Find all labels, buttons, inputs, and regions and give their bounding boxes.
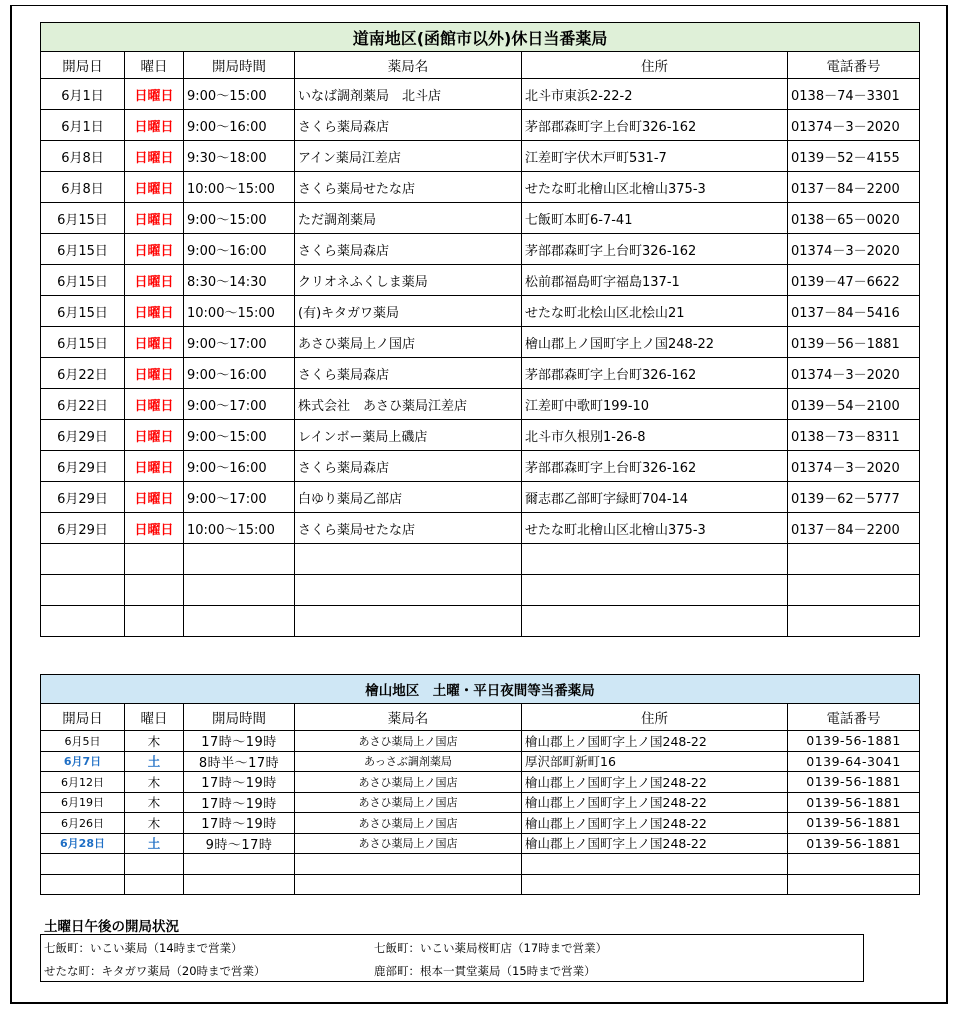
cell-pharmacy: さくら薬局森店 (295, 451, 522, 482)
empty-cell (41, 575, 125, 606)
cell-pharmacy: さくら薬局せたな店 (295, 172, 522, 203)
cell-address: 檜山郡上ノ国町字上ノ国248-22 (522, 772, 788, 793)
cell-address: 爾志郡乙部町字緑町704-14 (522, 482, 788, 513)
empty-cell (788, 606, 920, 637)
empty-cell (184, 575, 295, 606)
cell-day: 日曜日 (125, 327, 184, 358)
cell-time: 17時～19時 (184, 731, 295, 752)
empty-cell (295, 854, 522, 875)
cell-day: 木 (125, 792, 184, 813)
cell-day: 日曜日 (125, 482, 184, 513)
empty-cell (125, 854, 184, 875)
cell-date: 6月19日 (41, 792, 125, 813)
holiday-table-header (41, 52, 920, 79)
cell-date: 6月29日 (41, 420, 125, 451)
table-row (41, 234, 920, 265)
cell-phone: 0137－84－5416 (788, 296, 920, 327)
cell-pharmacy: あさひ薬局上ノ国店 (295, 813, 522, 834)
table-row (41, 792, 920, 813)
header-address: 住所 (522, 704, 788, 731)
cell-day: 日曜日 (125, 172, 184, 203)
empty-cell (788, 854, 920, 875)
cell-phone: 0139-56-1881 (788, 772, 920, 793)
saturday-item: 七飯町：いこい薬局桜町店（17時まで営業） (374, 941, 608, 955)
empty-cell (788, 874, 920, 895)
cell-date: 6月15日 (41, 265, 125, 296)
cell-address: 北斗市久根別1-26-8 (522, 420, 788, 451)
empty-row (41, 606, 920, 637)
cell-date: 6月7日 (41, 751, 125, 772)
cell-date: 6月8日 (41, 141, 125, 172)
saturday-afternoon-box (40, 934, 864, 982)
saturday-item: せたな町：キタガワ薬局（20時まで営業） (44, 964, 266, 978)
cell-address: せたな町北檜山区北檜山375-3 (522, 172, 788, 203)
cell-pharmacy: アイン薬局江差店 (295, 141, 522, 172)
cell-time: 17時～19時 (184, 792, 295, 813)
cell-time: 9:00～15:00 (184, 79, 295, 110)
cell-time: 9:00～17:00 (184, 389, 295, 420)
table-row (41, 751, 920, 772)
cell-pharmacy: あさひ薬局上ノ国店 (295, 731, 522, 752)
cell-pharmacy: さくら薬局せたな店 (295, 513, 522, 544)
cell-day: 日曜日 (125, 79, 184, 110)
cell-phone: 0137－84－2200 (788, 172, 920, 203)
cell-phone: 01374－3－2020 (788, 358, 920, 389)
cell-day: 日曜日 (125, 513, 184, 544)
cell-pharmacy: あっさぶ調剤薬局 (295, 751, 522, 772)
empty-cell (522, 874, 788, 895)
cell-date: 6月26日 (41, 813, 125, 834)
cell-phone: 01374－3－2020 (788, 234, 920, 265)
empty-cell (41, 544, 125, 575)
saturday-afternoon-title: 土曜日午後の開局状況 (44, 919, 179, 935)
cell-time: 8:30～14:30 (184, 265, 295, 296)
cell-pharmacy: 株式会社 あさひ薬局江差店 (295, 389, 522, 420)
cell-phone: 0139－62－5777 (788, 482, 920, 513)
cell-address: 茅部郡森町字上台町326-162 (522, 110, 788, 141)
cell-pharmacy: さくら薬局森店 (295, 234, 522, 265)
cell-time: 10:00～15:00 (184, 172, 295, 203)
saturday-item: 七飯町：いこい薬局（14時まで営業） (44, 941, 243, 955)
cell-address: 檜山郡上ノ国町字上ノ国248-22 (522, 813, 788, 834)
table-row (41, 358, 920, 389)
header-phone: 電話番号 (788, 704, 920, 731)
empty-cell (184, 874, 295, 895)
empty-cell (788, 544, 920, 575)
cell-address: せたな町北檜山区北檜山375-3 (522, 513, 788, 544)
cell-time: 17時～19時 (184, 813, 295, 834)
cell-day: 日曜日 (125, 420, 184, 451)
cell-phone: 0139-56-1881 (788, 813, 920, 834)
hiyama-table-header (41, 704, 920, 731)
cell-pharmacy: あさひ薬局上ノ国店 (295, 792, 522, 813)
cell-pharmacy: ただ調剤薬局 (295, 203, 522, 234)
table-row (41, 296, 920, 327)
table-row (41, 265, 920, 296)
cell-time: 17時～19時 (184, 772, 295, 793)
header-pharmacy: 薬局名 (295, 704, 522, 731)
empty-cell (522, 575, 788, 606)
empty-cell (125, 606, 184, 637)
cell-time: 9:00～16:00 (184, 234, 295, 265)
cell-pharmacy: レインボー薬局上磯店 (295, 420, 522, 451)
header-pharmacy: 薬局名 (295, 52, 522, 79)
cell-date: 6月12日 (41, 772, 125, 793)
cell-pharmacy: (有)キタガワ薬局 (295, 296, 522, 327)
table-row (41, 110, 920, 141)
table-row (41, 172, 920, 203)
cell-address: 厚沢部町新町16 (522, 751, 788, 772)
empty-row (41, 544, 920, 575)
cell-time: 10:00～15:00 (184, 296, 295, 327)
cell-time: 10:00～15:00 (184, 513, 295, 544)
holiday-duty-table (40, 22, 920, 637)
cell-date: 6月22日 (41, 389, 125, 420)
cell-date: 6月29日 (41, 451, 125, 482)
cell-day: 木 (125, 772, 184, 793)
empty-cell (125, 544, 184, 575)
holiday-table-title: 道南地区(函館市以外)休日当番薬局 (41, 23, 920, 52)
table-row (41, 141, 920, 172)
cell-pharmacy: 白ゆり薬局乙部店 (295, 482, 522, 513)
cell-time: 9:30～18:00 (184, 141, 295, 172)
cell-phone: 0138－65－0020 (788, 203, 920, 234)
cell-date: 6月1日 (41, 79, 125, 110)
cell-date: 6月22日 (41, 358, 125, 389)
cell-phone: 0138－73－8311 (788, 420, 920, 451)
empty-cell (184, 606, 295, 637)
cell-address: せたな町北桧山区北桧山21 (522, 296, 788, 327)
cell-day: 日曜日 (125, 234, 184, 265)
empty-cell (41, 854, 125, 875)
cell-pharmacy: あさひ薬局上ノ国店 (295, 327, 522, 358)
cell-date: 6月29日 (41, 482, 125, 513)
header-time: 開局時間 (184, 52, 295, 79)
cell-day: 日曜日 (125, 265, 184, 296)
cell-date: 6月8日 (41, 172, 125, 203)
table-row (41, 203, 920, 234)
saturday-item: 鹿部町：根本一貫堂薬局（15時まで営業） (374, 964, 596, 978)
cell-phone: 0139－56－1881 (788, 327, 920, 358)
table-row (41, 389, 920, 420)
cell-day: 日曜日 (125, 451, 184, 482)
hiyama-duty-table (40, 674, 920, 895)
cell-address: 七飯町本町6-7-41 (522, 203, 788, 234)
empty-cell (295, 544, 522, 575)
cell-time: 9:00～16:00 (184, 358, 295, 389)
cell-day: 土 (125, 751, 184, 772)
cell-time: 9:00～15:00 (184, 420, 295, 451)
cell-time: 9:00～16:00 (184, 110, 295, 141)
cell-date: 6月5日 (41, 731, 125, 752)
cell-pharmacy: あさひ薬局上ノ国店 (295, 772, 522, 793)
cell-date: 6月28日 (41, 833, 125, 854)
header-date: 開局日 (41, 52, 125, 79)
cell-time: 9:00～15:00 (184, 203, 295, 234)
table-row (41, 731, 920, 752)
cell-date: 6月15日 (41, 234, 125, 265)
empty-row (41, 575, 920, 606)
header-time: 開局時間 (184, 704, 295, 731)
cell-date: 6月15日 (41, 327, 125, 358)
cell-address: 茅部郡森町字上台町326-162 (522, 358, 788, 389)
cell-address: 檜山郡上ノ国町字上ノ国248-22 (522, 833, 788, 854)
cell-phone: 01374－3－2020 (788, 451, 920, 482)
cell-phone: 0139-56-1881 (788, 833, 920, 854)
cell-time: 9時～17時 (184, 833, 295, 854)
table-row (41, 513, 920, 544)
cell-day: 日曜日 (125, 389, 184, 420)
header-day: 曜日 (125, 704, 184, 731)
cell-day: 日曜日 (125, 141, 184, 172)
cell-phone: 01374－3－2020 (788, 110, 920, 141)
empty-cell (125, 575, 184, 606)
empty-cell (295, 874, 522, 895)
cell-date: 6月15日 (41, 203, 125, 234)
empty-cell (295, 575, 522, 606)
cell-phone: 0139-64-3041 (788, 751, 920, 772)
empty-cell (522, 606, 788, 637)
cell-phone: 0138－74－3301 (788, 79, 920, 110)
cell-day: 日曜日 (125, 203, 184, 234)
cell-phone: 0139-56-1881 (788, 731, 920, 752)
cell-address: 茅部郡森町字上台町326-162 (522, 234, 788, 265)
table-row (41, 813, 920, 834)
cell-phone: 0139－54－2100 (788, 389, 920, 420)
table-row (41, 451, 920, 482)
empty-row (41, 854, 920, 875)
empty-cell (788, 575, 920, 606)
cell-time: 8時半～17時 (184, 751, 295, 772)
cell-pharmacy: いなば調剤薬局 北斗店 (295, 79, 522, 110)
cell-day: 日曜日 (125, 358, 184, 389)
cell-phone: 0139-56-1881 (788, 792, 920, 813)
cell-time: 9:00～17:00 (184, 327, 295, 358)
cell-pharmacy: さくら薬局森店 (295, 358, 522, 389)
empty-cell (184, 854, 295, 875)
empty-row (41, 874, 920, 895)
empty-cell (522, 854, 788, 875)
cell-address: 江差町字伏木戸町531-7 (522, 141, 788, 172)
cell-day: 土 (125, 833, 184, 854)
empty-cell (41, 606, 125, 637)
cell-day: 木 (125, 731, 184, 752)
cell-address: 茅部郡森町字上台町326-162 (522, 451, 788, 482)
table-row (41, 772, 920, 793)
cell-address: 檜山郡上ノ国町字上ノ国248-22 (522, 731, 788, 752)
table-row (41, 420, 920, 451)
cell-time: 9:00～16:00 (184, 451, 295, 482)
cell-date: 6月29日 (41, 513, 125, 544)
cell-address: 江差町中歌町199-10 (522, 389, 788, 420)
empty-cell (295, 606, 522, 637)
cell-day: 日曜日 (125, 110, 184, 141)
cell-phone: 0139－52－4155 (788, 141, 920, 172)
cell-address: 檜山郡上ノ国町字上ノ国248-22 (522, 327, 788, 358)
cell-address: 北斗市東浜2-22-2 (522, 79, 788, 110)
cell-day: 日曜日 (125, 296, 184, 327)
empty-cell (184, 544, 295, 575)
cell-pharmacy: クリオネふくしま薬局 (295, 265, 522, 296)
header-phone: 電話番号 (788, 52, 920, 79)
cell-date: 6月15日 (41, 296, 125, 327)
cell-address: 松前郡福島町字福島137-1 (522, 265, 788, 296)
cell-pharmacy: あさひ薬局上ノ国店 (295, 833, 522, 854)
cell-pharmacy: さくら薬局森店 (295, 110, 522, 141)
header-address: 住所 (522, 52, 788, 79)
cell-date: 6月1日 (41, 110, 125, 141)
table-row (41, 79, 920, 110)
empty-cell (522, 544, 788, 575)
empty-cell (125, 874, 184, 895)
table-row (41, 327, 920, 358)
cell-day: 木 (125, 813, 184, 834)
empty-cell (41, 874, 125, 895)
hiyama-table-title: 檜山地区 土曜・平日夜間等当番薬局 (41, 675, 920, 704)
cell-time: 9:00～17:00 (184, 482, 295, 513)
header-date: 開局日 (41, 704, 125, 731)
cell-phone: 0137－84－2200 (788, 513, 920, 544)
cell-phone: 0139－47－6622 (788, 265, 920, 296)
cell-address: 檜山郡上ノ国町字上ノ国248-22 (522, 792, 788, 813)
table-row (41, 482, 920, 513)
header-day: 曜日 (125, 52, 184, 79)
table-row (41, 833, 920, 854)
